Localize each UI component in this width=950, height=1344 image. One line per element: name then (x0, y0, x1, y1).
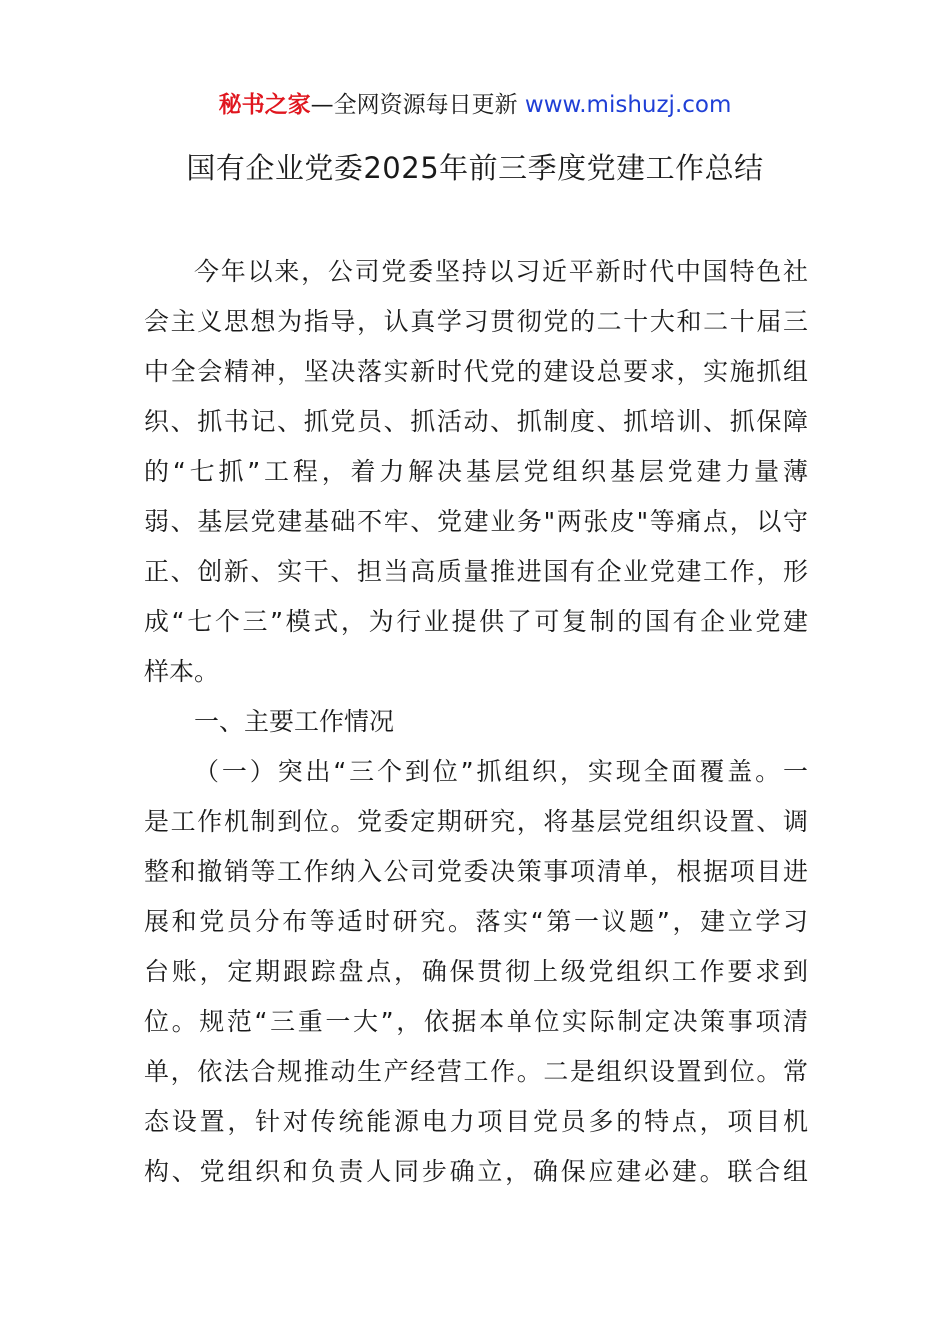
text-line: 构、党组织和负责人同步确立，确保应建必建。联合组 (144, 1157, 808, 1186)
text-line: 织、抓书记、抓党员、抓活动、抓制度、抓培训、抓保障 (144, 407, 808, 436)
document-body (144, 247, 808, 1197)
text-line: 会主义思想为指导，认真学习贯彻党的二十大和二十届三 (144, 307, 808, 336)
text-line: 样本。 (144, 657, 220, 686)
text-line: 单，依法合规推动生产经营工作。二是组织设置到位。常 (144, 1057, 808, 1086)
text-line: （一）突出“三个到位”抓组织，实现全面覆盖。一 (194, 757, 808, 786)
section-heading: 一、主要工作情况 (194, 707, 395, 736)
text-line: 台账，定期跟踪盘点，确保贯彻上级党组织工作要求到 (144, 957, 808, 986)
text-line: 今年以来，公司党委坚持以习近平新时代中国特色社 (194, 257, 808, 286)
header-tagline: —全网资源每日更新 (310, 92, 525, 118)
text-line: 位。规范“三重一大”，依据本单位实际制定决策事项清 (144, 1007, 808, 1036)
text-line: 态设置，针对传统能源电力项目党员多的特点，项目机 (144, 1107, 808, 1136)
site-url-link[interactable]: www.mishuzj.com (524, 92, 732, 118)
text-line: 展和党员分布等适时研究。落实“第一议题”，建立学习 (144, 907, 808, 936)
text-line: 的“七抓”工程，着力解决基层党组织基层党建力量薄 (144, 457, 808, 486)
brand-name: 秘书之家 (218, 92, 311, 118)
text-line: 中全会精神，坚决落实新时代党的建设总要求，实施抓组 (144, 357, 808, 386)
document-title: 国有企业党委2025年前三季度党建工作总结 (186, 151, 764, 185)
text-line: 是工作机制到位。党委定期研究，将基层党组织设置、调 (144, 807, 808, 836)
text-line: 整和撤销等工作纳入公司党委决策事项清单，根据项目进 (144, 857, 808, 886)
text-line: 成“七个三”模式，为行业提供了可复制的国有企业党建 (144, 607, 808, 636)
site-header (0, 88, 950, 122)
text-line: 正、创新、实干、担当高质量推进国有企业党建工作，形 (144, 557, 808, 586)
text-line: 弱、基层党建基础不牢、党建业务"两张皮"等痛点，以守 (144, 507, 808, 536)
